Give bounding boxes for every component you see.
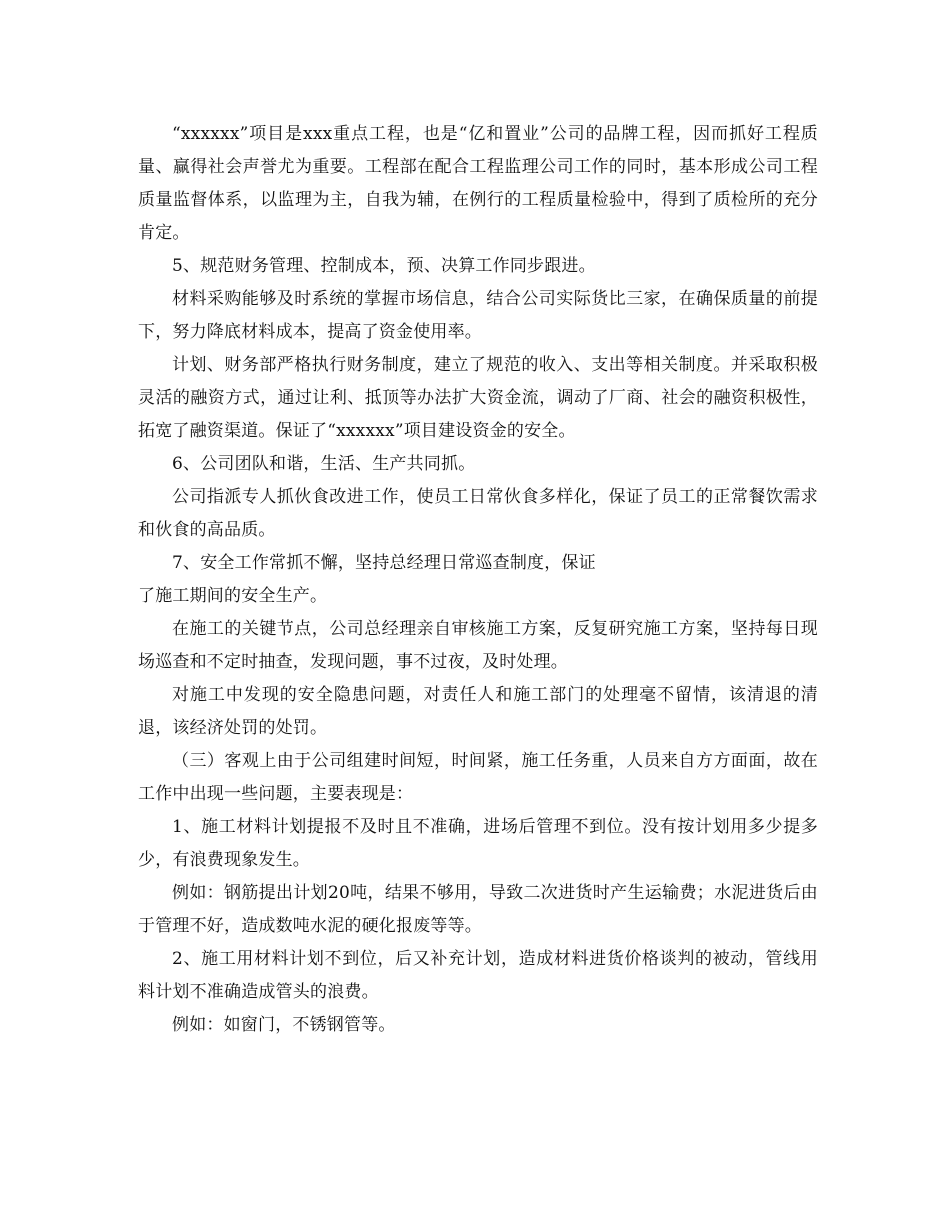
- paragraph-heading-team: 6、公司团队和谐，生活、生产共同抓。: [172, 454, 476, 474]
- paragraph-safety-hazards: 对施工中发现的安全隐患问题，对责任人和施工部门的处理毫不留情，该清退的清退，该经济处罚的处罚。: [138, 685, 818, 738]
- paragraph-material-purchase: 材料采购能够及时系统的掌握市场信息，结合公司实际货比三家，在确保质量的前提下，努力降底材料成本，提高了资金使用率。: [138, 289, 818, 342]
- document-body: [138, 118, 818, 1042]
- paragraph-heading-safety-continued: 了施工期间的安全生产。: [138, 586, 328, 606]
- paragraph-problem-one: 1、施工材料计划提报不及时且不准确，进场后管理不到位。没有按计划用多少提多少，有浪费现象发生。: [138, 817, 818, 870]
- paragraph-canteen: 公司指派专人抓伙食改进工作，使员工日常伙食多样化，保证了员工的正常餐饮需求和伙食的高品质。: [138, 487, 818, 540]
- paragraph-quality-intro: “xxxxxx”项目是xxx重点工程，也是“亿和置业”公司的品牌工程，因而抓好工程质量、赢得社会声誉尤为重要。工程部在配合工程监理公司工作的同时，基本形成公司工程质量监督体系，以监理为主，自我为辅，在例行的工程质量检验中，得到了质检所的充分肯定。: [138, 124, 818, 243]
- paragraph-finance-system: 计划、财务部严格执行财务制度，建立了规范的收入、支出等相关制度。并采取积极灵活的融资方式，通过让利、抵顶等办法扩大资金流，调动了厂商、社会的融资积极性，拓宽了融资渠道。保证了“xxxxxx”项目建设资金的安全。: [138, 355, 818, 441]
- paragraph-example-windows: 例如：如窗门，不锈钢管等。: [172, 1015, 396, 1035]
- paragraph-section-three: （三）客观上由于公司组建时间短，时间紧，施工任务重，人员来自方方面面，故在工作中出现一些问题，主要表现是：: [138, 751, 818, 804]
- paragraph-problem-two: 2、施工用材料计划不到位，后又补充计划，造成材料进货价格谈判的被动，管线用料计划不准确造成管头的浪费。: [138, 949, 818, 1002]
- paragraph-example-rebar: 例如：钢筋提出计划20吨，结果不够用，导致二次进货时产生运输费；水泥进货后由于管理不好，造成数吨水泥的硬化报废等等。: [138, 883, 818, 936]
- paragraph-heading-safety: 7、安全工作常抓不懈，坚持总经理日常巡查制度，保证: [172, 553, 596, 573]
- paragraph-key-nodes: 在施工的关键节点，公司总经理亲自审核施工方案，反复研究施工方案，坚持每日现场巡查和不定时抽查，发现问题，事不过夜，及时处理。: [138, 619, 818, 672]
- paragraph-heading-finance: 5、规范财务管理、控制成本，预、决算工作同步跟进。: [172, 256, 596, 276]
